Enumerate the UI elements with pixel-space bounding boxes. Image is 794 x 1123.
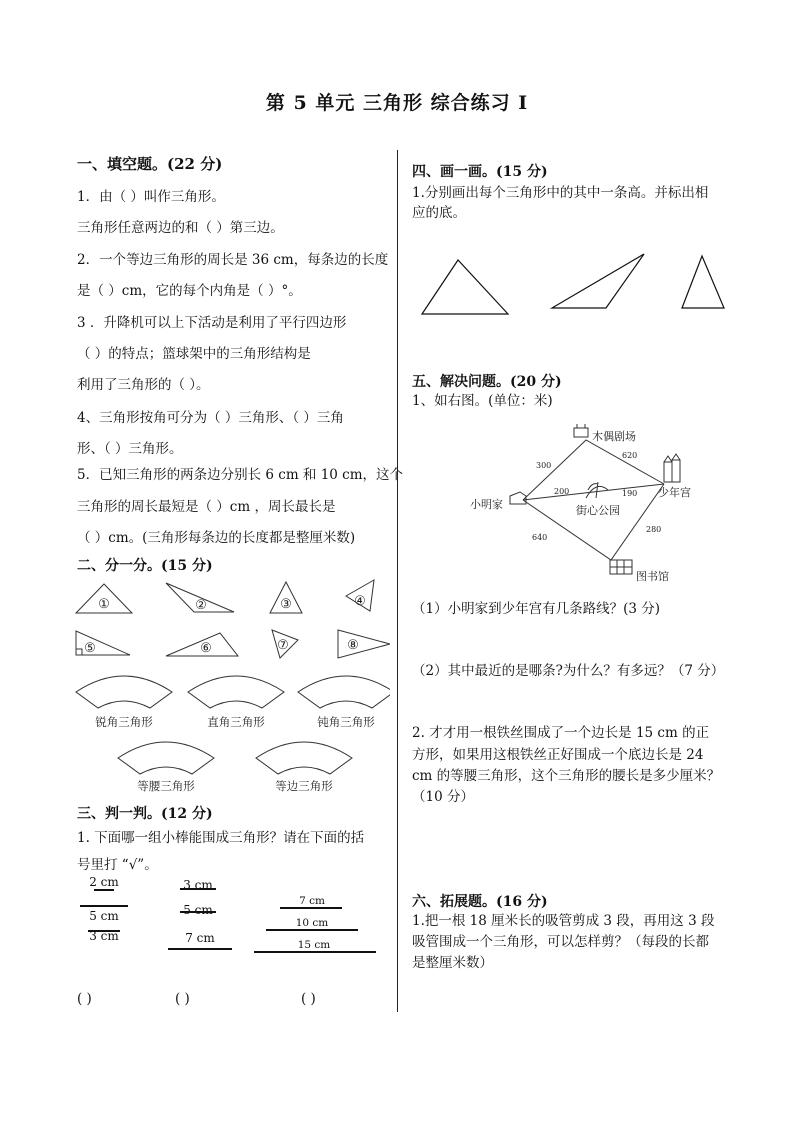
- question-2-line-2: 是（ ）cm，它的每个内角是（ ）°。: [77, 283, 302, 299]
- solve-1-question-a: （1）小明家到少年宫有几条路线？(3 分): [412, 601, 661, 617]
- fan-obtuse-label: 钝角三角形: [317, 715, 375, 729]
- stick-a-3-label: 3 cm: [89, 929, 119, 943]
- section-fill-blanks-title: 一、填空题。(22 分): [77, 155, 223, 173]
- page-title: 第 5 单元 三角形 综合练习 I: [265, 92, 529, 114]
- question-4-line-1: 4、三角形按角可分为（ ）三角形、（ ）三角: [77, 410, 344, 426]
- stick-b-2-label: 5 cm: [183, 903, 213, 917]
- triangle-7-label: ⑦: [277, 638, 289, 653]
- triangle-1-label: ①: [98, 597, 110, 612]
- question-2-line-1: 2．一个等边三角形的周长是 36 cm，每条边的长度: [77, 252, 389, 268]
- map-dist-300: 300: [536, 461, 552, 470]
- solve-1-intro: 1、如右图。(单位：米): [412, 393, 553, 409]
- map-label-park: 街心公园: [576, 504, 620, 517]
- judge-1-line-2: 号里打 “√”。: [77, 857, 158, 873]
- solve-2-line-2: 方形，如果用这根铁丝正好围成一个底边长是 24: [412, 747, 704, 763]
- stick-a-1-label: 2 cm: [89, 875, 119, 889]
- extension-1-line-1: 1.把一根 18 厘米长的吸管剪成 3 段，再用这 3 段: [412, 913, 715, 929]
- fan-obtuse: [298, 676, 390, 708]
- palace-icon-tower: [672, 460, 680, 482]
- question-5-line-1: 5．已知三角形的两条边分别长 6 cm 和 10 cm，这个: [77, 467, 404, 483]
- judge-1-line-1: 1. 下面哪一组小棒能围成三角形？请在下面的括: [77, 830, 365, 846]
- map-label-palace: 少年宫: [658, 486, 691, 499]
- triangle-3-label: ③: [280, 597, 292, 612]
- theater-icon-detail: [577, 424, 585, 428]
- triangle-4-label: ④: [354, 594, 366, 609]
- question-3-line-2: （ ）的特点；篮球架中的三角形结构是: [77, 346, 311, 362]
- fan-right: [188, 676, 284, 708]
- route-home-library-palace: [523, 484, 664, 560]
- fan-right-label: 直角三角形: [207, 715, 265, 729]
- fan-equilateral: [256, 742, 352, 774]
- section-draw-title: 四、画一画。(15 分): [412, 164, 548, 180]
- question-5-line-2: 三角形的周长最短是（ ）cm ，周长最长是: [77, 499, 336, 515]
- draw-triangle-3: [682, 256, 724, 308]
- extension-1-line-3: 是整厘米数）: [412, 955, 493, 971]
- theater-icon: [574, 428, 588, 437]
- route-home-theater-palace: [523, 440, 664, 500]
- map-dist-640: 640: [532, 533, 548, 542]
- question-1-line-2: 三角形任意两边的和（ ）第三边。: [77, 220, 284, 236]
- solve-2-line-3: cm 的等腰三角形，这个三角形的腰长是多少厘米？: [412, 768, 721, 784]
- home-icon: [510, 492, 526, 504]
- park-icon: [586, 482, 608, 498]
- section-extension-title: 六、拓展题。(16 分): [412, 894, 548, 910]
- section-solve-title: 五、解决问题。(20 分): [412, 374, 562, 390]
- solve-1-question-b: （2）其中最近的是哪条?为什么？有多远？（7 分）: [412, 663, 725, 679]
- route-home-park-palace: [523, 484, 664, 500]
- fan-isosceles-label: 等腰三角形: [137, 779, 195, 793]
- answer-paren-c[interactable]: ( ): [301, 991, 316, 1007]
- answer-paren-a[interactable]: ( ): [77, 991, 92, 1007]
- triangles-classify-figure: [70, 578, 390, 664]
- sticks-figure: [70, 872, 390, 956]
- draw-triangle-2: [552, 254, 644, 308]
- triangle-5-label: ⑤: [84, 641, 96, 656]
- question-3-line-1: 3 ．升降机可以上下活动是利用了平行四边形: [77, 315, 347, 331]
- library-icon-grid: [610, 560, 632, 574]
- triangle-2-label: ②: [195, 598, 207, 613]
- question-3-line-3: 利用了三角形的（ ）。: [77, 377, 210, 393]
- fan-acute: [76, 676, 172, 708]
- solve-2-line-1: 2. 才才用一根铁丝围成了一个边长是 15 cm 的正: [412, 725, 710, 741]
- fan-acute-label: 锐角三角形: [95, 715, 153, 729]
- right-angle-mark: [76, 649, 82, 655]
- draw-1-line-2: 应的底。: [412, 205, 466, 221]
- solve-2-line-4: （10 分）: [412, 789, 474, 805]
- fan-isosceles: [118, 742, 214, 774]
- draw-triangles-figure: [410, 248, 750, 318]
- draw-1-line-1: 1.分别画出每个三角形中的其中一条高。并标出相: [412, 185, 709, 201]
- extension-1-line-2: 吸管围成一个三角形，可以怎样剪？（每段的长都: [412, 934, 709, 950]
- palace-icon: [664, 462, 672, 482]
- triangle-8: [338, 630, 390, 658]
- stick-c-1-label: 7 cm: [299, 895, 325, 907]
- triangle-6-label: ⑥: [200, 641, 212, 656]
- fans-classify-figure: [70, 664, 390, 796]
- question-5-line-3: （ ）cm。(三角形每条边的长度都是整厘米数): [77, 530, 356, 546]
- map-dist-190: 190: [622, 489, 638, 498]
- stick-b-1-label: 3 cm: [183, 878, 213, 892]
- answer-paren-b[interactable]: ( ): [175, 991, 190, 1007]
- route-map-figure: [468, 420, 728, 585]
- map-dist-620: 620: [622, 451, 638, 460]
- stick-a-2-label: 5 cm: [89, 909, 119, 923]
- stick-b-3-label: 7 cm: [185, 931, 215, 945]
- map-dist-280: 280: [646, 525, 662, 534]
- question-1-line-1: 1．由（ ）叫作三角形。: [77, 189, 225, 205]
- draw-triangle-1: [422, 260, 508, 314]
- stick-c-3-label: 15 cm: [297, 939, 331, 951]
- map-dist-200: 200: [554, 487, 570, 496]
- map-label-theater: 木偶剧场: [592, 430, 636, 443]
- map-label-library: 图书馆: [636, 570, 669, 583]
- column-divider: [397, 150, 398, 1012]
- question-4-line-2: 形、（ ）三角形。: [77, 441, 183, 457]
- stick-c-2-label: 10 cm: [295, 917, 329, 929]
- map-label-home: 小明家: [470, 498, 503, 511]
- fan-equilateral-label: 等边三角形: [275, 779, 333, 793]
- section-judge-title: 三、判一判。(12 分): [77, 806, 213, 822]
- section-classify-title: 二、分一分。(15 分): [77, 558, 213, 574]
- triangle-8-label: ⑧: [347, 638, 359, 653]
